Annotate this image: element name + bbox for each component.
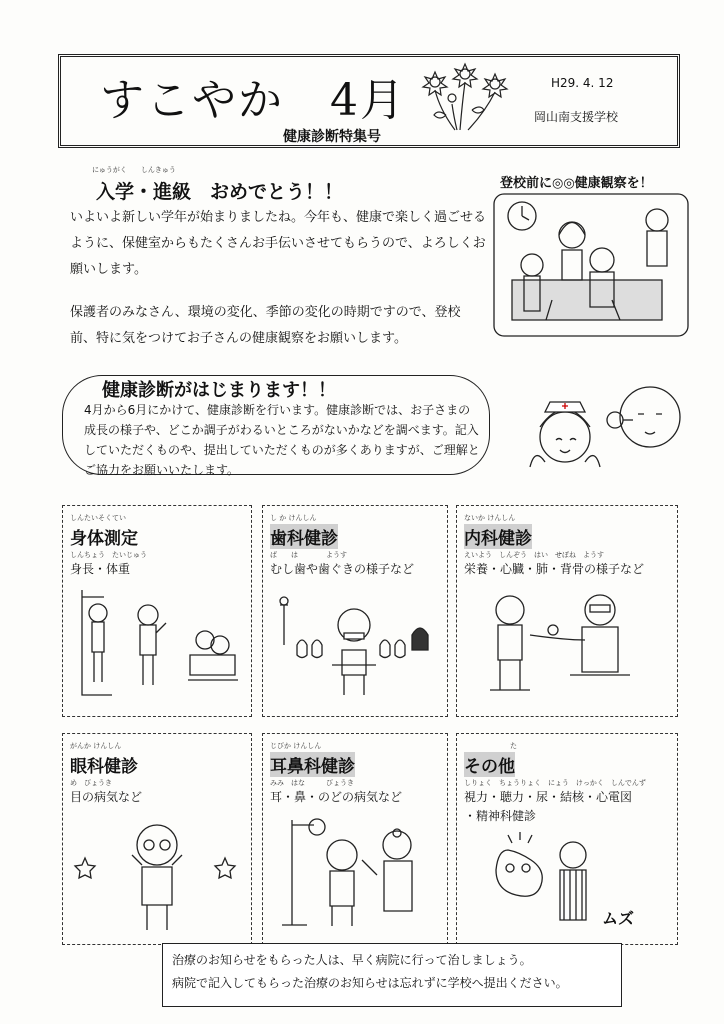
newsletter-title: すこやか 4月 [100,75,406,126]
eye-exam-illustration [72,815,244,935]
card-subtitle: 身長・体重 [70,562,131,576]
card-ruby: し か けんしん [270,514,317,522]
nurse-doctor-illustration [520,372,690,480]
health-observation-title: 登校前に◎◎健康観察を！ [500,176,653,191]
checkup-intro-text: 4月から6月にかけて、健康診断を行います。健康診断では、お子さまの成長の様子や、どこか調子がわるいところがないかなどを調べます。記入していただくものや、提出していただくものが多くありますが、ご理解とご協力をお願いいたします。 [84,403,480,477]
card-title: 耳鼻科健診 [270,752,355,777]
card-ruby: じびか けんしん [270,742,322,750]
entrance-heading: 入学・進級 おめでとう！！ [96,181,344,203]
card-sub-ruby: ば は ようす [270,551,347,559]
sound-effect-text: ムズ [602,909,635,928]
card-sub-ruby: みみ はな びょうき [270,779,354,787]
card-ruby: がんか けんしん [70,742,122,750]
treatment-notice-line-1: 治療のお知らせをもらった人は、早く病院に行って治しましょう。 [172,953,532,967]
card-sub-ruby: しりょく ちょうりょく にょう けっかく しんでんず [464,779,646,787]
card-title: 歯科健診 [270,524,338,549]
card-title: 身体測定 [70,529,138,549]
card-subtitle: 耳・鼻・のどの病気など [270,790,403,804]
card-sub-ruby: しんちょう たいじゅう [70,551,147,559]
card-subtitle: 目の病気など [70,790,143,804]
checkup-heading: 健康診断がはじまります！！ [102,380,336,401]
card-ruby: ないか けんしん [464,514,516,522]
card-title: その他 [464,752,515,777]
treatment-notice-line-2: 病院で記入してもらった治療のお知らせは忘れずに学校へ提出ください。 [172,976,568,990]
school-name: 岡山南支援学校 [534,110,619,124]
issue-date: H29. 4. 12 [551,76,614,90]
card-title: 内科健診 [464,524,532,549]
dental-illustration [272,595,440,705]
card-subtitle: 視力・聴力・尿・結核・心電図 [464,790,633,804]
measurement-illustration [70,585,245,705]
entrance-ruby: にゅうがく しんきゅう [92,166,176,174]
card-sub-ruby: えいよう しんぞう はい せぼね ようす [464,551,604,559]
card-subtitle-2: ・精神科健診 [464,809,537,823]
card-subtitle: むし歯や歯ぐきの様子など [270,562,415,576]
entrance-paragraph-2: 保護者のみなさん、環境の変化、季節の変化の時期ですので、登校前、特に気をつけてお子さんの健康観察をお願いします。 [70,305,461,346]
internal-exam-illustration [470,585,670,705]
entrance-paragraph-1: いよいよ新しい学年が始まりましたね。今年も、健康で楽しく過ごせるように、保健室からもたくさんお手伝いさせてもらうので、よろしくお願いします。 [70,210,487,277]
special-issue-label: 健康診断特集号 [283,129,381,145]
card-title: 眼科健診 [70,757,138,777]
card-sub-ruby: め びょうき [70,779,112,787]
morning-family-illustration [492,190,692,340]
flower-illustration [410,60,520,132]
card-subtitle: 栄養・心臓・肺・背骨の様子など [464,562,645,576]
card-ruby: しんたいそくてい [70,514,126,522]
card-ruby: た [510,742,517,750]
ent-exam-illustration [272,815,442,935]
